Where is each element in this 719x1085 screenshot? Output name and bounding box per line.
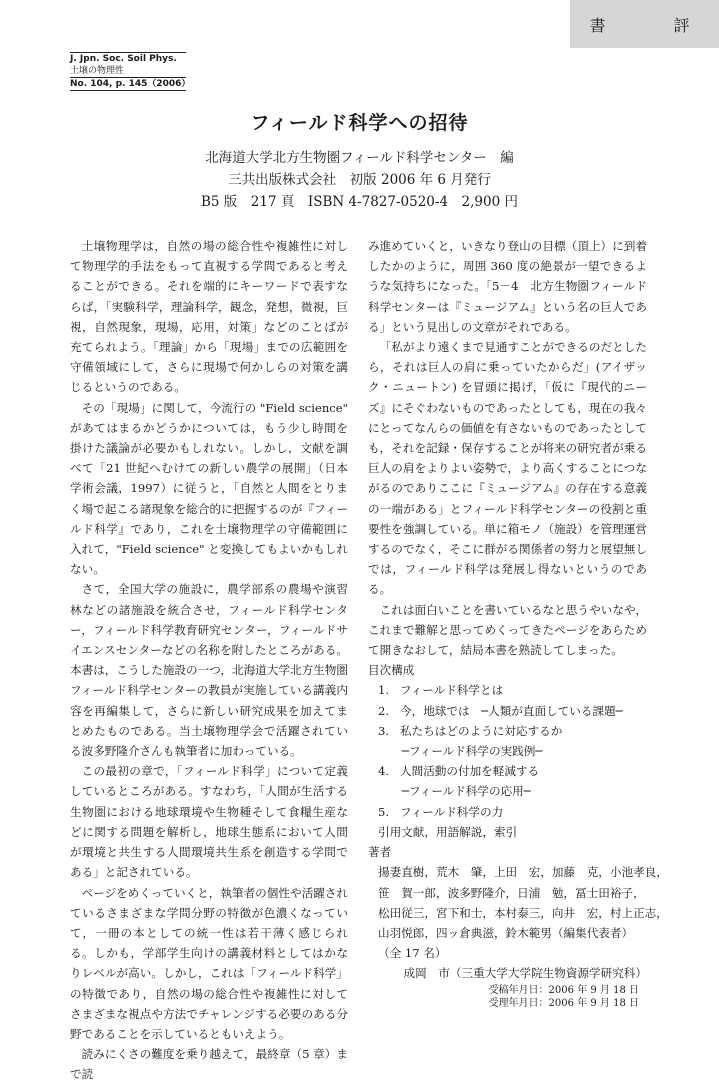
authors-heading: 著者	[368, 845, 392, 860]
author-line: 松田従三，宮下和士，本村泰三，向井 宏，村上正志，	[378, 905, 668, 920]
contents-item: 2. 今，地球では ─人類が直面している課題─	[378, 703, 623, 718]
author-line: 揚妻直樹，荒木 肇，上田 宏，加藤 克，小池孝良，	[378, 865, 668, 880]
author-line: （全 17 名）	[378, 946, 447, 961]
contents-item: 3. 私たちはどのように対応するか	[378, 723, 563, 738]
book-meta	[0, 147, 719, 213]
contents-subitem: ─フィールド科学の実践例─	[402, 744, 543, 759]
book-details: B5 版 217 頁 ISBN 4-7827-0520-4 2,900 円	[201, 194, 518, 210]
contents-item: 4. 人間活動の付加を軽減する	[378, 764, 540, 779]
paragraph: み進めていくと，いきなり登山の目標（頂上）に到着したかのように，周囲 360 度の絶景が一望できるような気持ちになった。｢5－4 北方生物圏フィールド科学センターは『ミュージアム』という名の巨人である」という見出しの文章がそれである。	[368, 239, 647, 334]
paragraph: ページをめくっていくと，執筆者の個性や活躍されているさまざまな学問分野の特徴が色濃くなっていて，一冊の本としての統一性は若干薄く感じられる。しかも，学部学生向けの講義材料としてはかなりレベルが高い。しかし，これは「フィールド科学」の特徴であり，自然の場の総合性や複雑性に対してさまざまな視点や方法でチャレンジする必要のある分野であることを示しているともいえよう。	[70, 885, 348, 1041]
book-publisher: 三共出版株式会社 初版 2006 年 6 月発行	[228, 172, 491, 188]
journal-issue: No. 104, p. 145（2006）	[70, 79, 191, 89]
paragraph: その「現場」に関して，今流行の "Field science" があてはまるかどうかについては，もう少し時間を掛けた議論が必要かもしれない。しかし，文献を調べて「21 世紀へむけての新しい農学の展開」（日本学術会議，1997）に従うと，｢自然と人間をとりまく場で起こる諸現象を総合的に把握するのが『フィールド科学』であり，これを土壌物理学の守備範囲に入れて，"Field science" と変換してもよいかもしれない。	[70, 400, 348, 577]
author-line: 笹 賀一郎，波多野隆介，日浦 勉，冨士田裕子，	[378, 885, 645, 900]
reviewer-signature: 成岡 市（三重大学大学院生物資源学研究科）	[403, 966, 647, 981]
paragraph: これは面白いことを書いているなと思うやいなや，これまで難解と思ってめくってきたページをあらためて開きなおして，結局本書を熟読してしまった。	[368, 602, 647, 658]
book-title: フィールド科学への招待	[250, 112, 469, 134]
review-column-right	[368, 236, 668, 1010]
contents-item: 5. フィールド科学の力	[378, 804, 504, 819]
paragraph: 読みにくさの難度を乗り越えて，最終章（5 章）まで読	[70, 1047, 348, 1082]
paragraph: さて，全国大学の施設に，農学部系の農場や演習林などの諸施設を統合させ，フィールド科学センター，フィールド科学教育研究センター，フィールドサイエンスセンターなどの名称を附したところがある。本書は，こうした施設の一つ，北海道大学北方生物圏フィールド科学センターの教員が実施している講義内容を再編集して，さらに新しい研究成果を加えてまとめたものである。当土壌物理学会で活躍されている波多野隆介さんも執筆者に加わっている。	[70, 582, 348, 759]
journal-name-ja: 土壌の物理性	[70, 66, 125, 76]
journal-reference	[70, 52, 191, 91]
accepted-date: 受理年月日：2006 年 9 月 18 日	[488, 997, 639, 1009]
contents-item: 1. フィールド科学とは	[378, 683, 504, 698]
contents-subitem: ─フィールド科学の応用─	[402, 784, 531, 799]
book-editor: 北海道大学北方生物圏フィールド科学センター 編	[205, 150, 514, 166]
section-tab-label: 書 評	[589, 15, 716, 35]
contents-extra: 引用文献，用語解説，索引	[378, 824, 518, 839]
journal-rule-bottom	[70, 90, 186, 91]
paragraph: この最初の章で，｢フィールド科学」について定義しているところがある。すなわち，｢人間が生活する生物圏における地球環境や生物種そして食糧生産などに関する問題を解析し，地球生態系において人間が環境と共生する人間環境共生系を創造する学問である」と記されている。	[70, 764, 348, 880]
paragraph: 「私がより遠くまで見通すことができるのだとしたら，それは巨人の肩に乗っていたからだ」(アイザック・ニュートン) を冒頭に掲げ，｢仮に『現代的ニーズ』にそぐわないものであったとしても，現在の我々にとってなんらの価値を有さないものであったとしても，それを記録・保存することが将来の研究者が乗る巨人の肩をよりよい姿勢で，より高くすることにつながるのでありここに『ミュージアム』の存在する意義の一端がある」とフィールド科学センターの役割と重要性を強調している。単に箱モノ（施設）を管理運営するのでなく，そこに群がる関係者の努力と展望無しでは，フィールド科学は発展し得ないというのである。	[368, 340, 647, 597]
review-column-left	[70, 236, 348, 1085]
contents-heading: 目次構成	[368, 663, 415, 678]
paragraph: 土壌物理学は，自然の場の総合性や複雑性に対して物理学的手法をもって直視する学問であると考えることができる。それを端的にキーワードで表すならば，｢実験科学，理論科学，観念，発想，微視，巨視，自然現象，現場，応用，対策」などのことばが充てられよう。｢理論」から「現場」までの広範囲を守備領域にして，さらに現場で何かしらの対策を講じるというのである。	[70, 239, 348, 395]
contents-list	[368, 680, 647, 842]
received-date: 受稿年月日：2006 年 9 月 18 日	[488, 984, 639, 996]
author-line: 山羽悦郎，四ッ倉典滋，鈴木範男（編集代表者）	[378, 925, 634, 940]
section-tab	[570, 0, 719, 48]
journal-name-en: J. Jpn. Soc. Soil Phys.	[70, 54, 177, 64]
